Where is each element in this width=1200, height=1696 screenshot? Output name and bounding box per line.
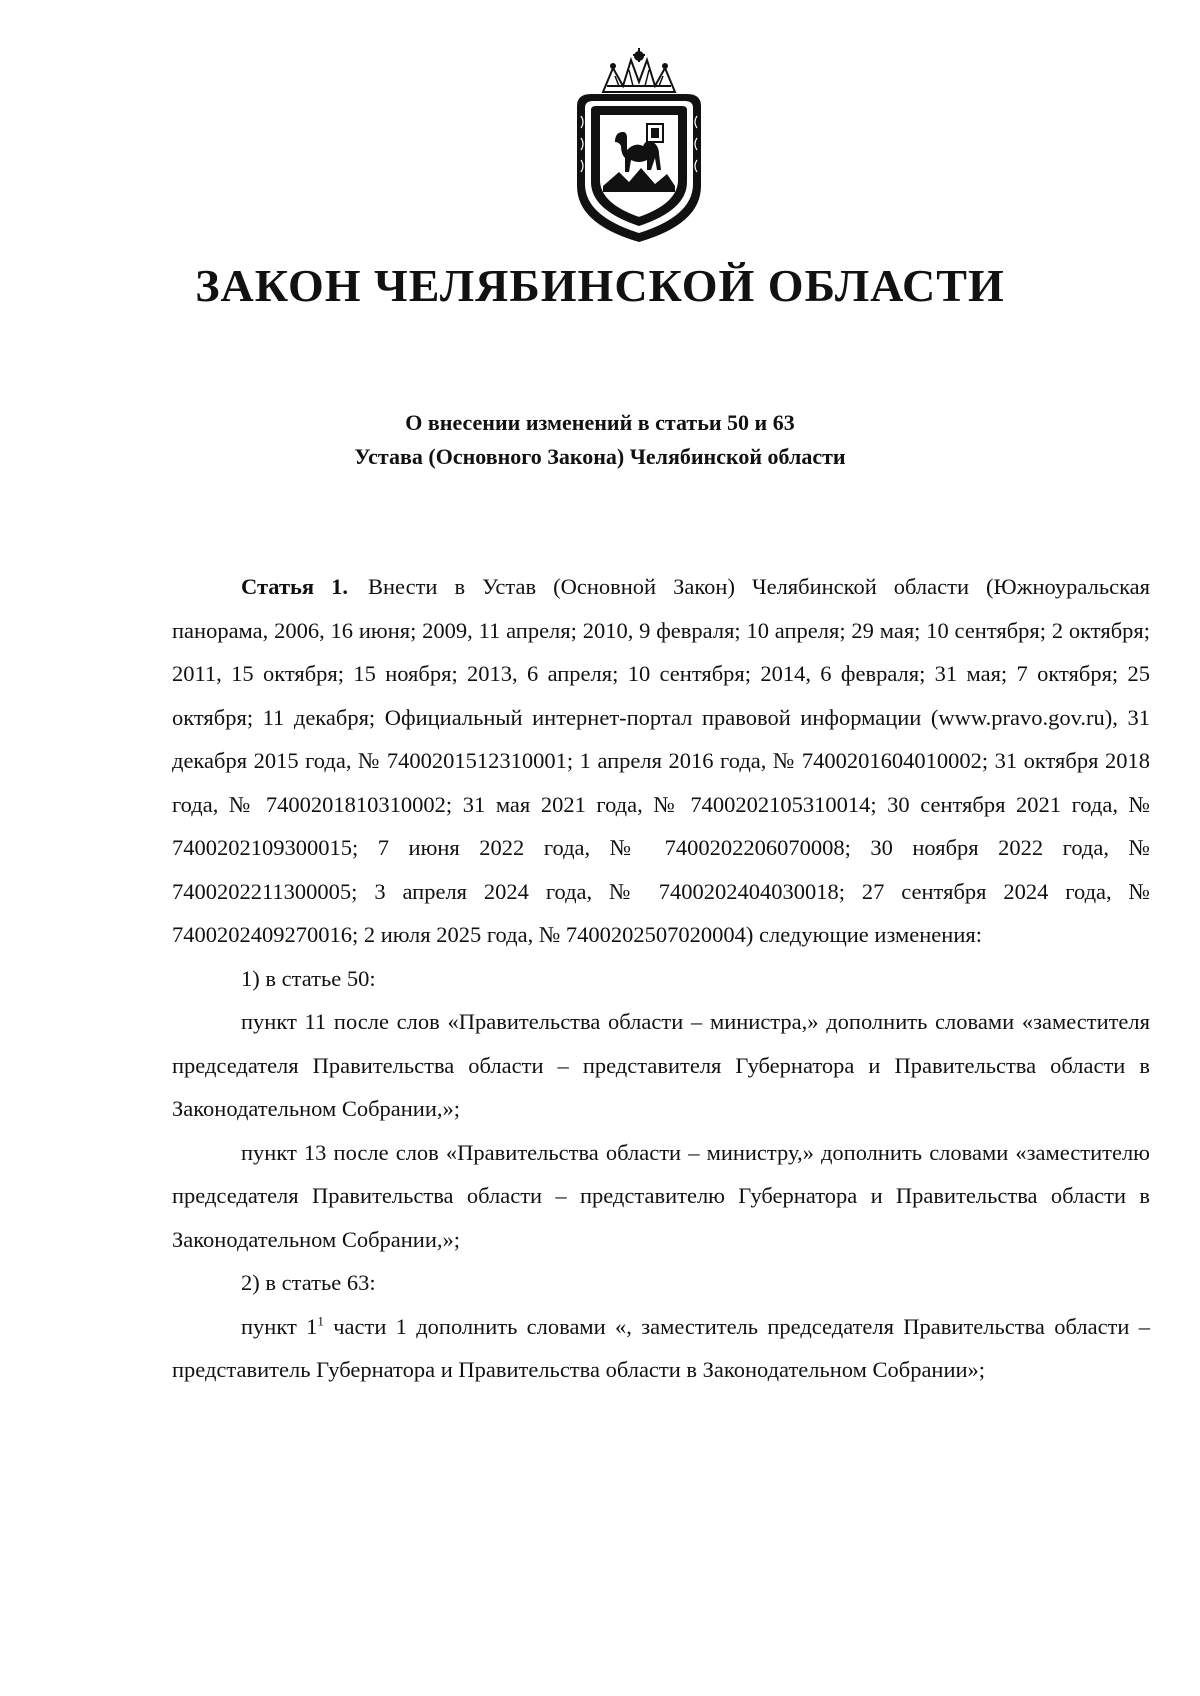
article-1-intro xyxy=(172,565,1150,957)
item-1-paragraph-2: пункт 13 после слов «Правительства области – министру,» дополнить словами «заместителю председателя Правительства области – представителю Губернатора и Правительства области в Законодательном Собрании,»; xyxy=(172,1139,1150,1252)
law-subtitle-line-2: Устава (Основного Закона) Челябинской области xyxy=(354,444,846,469)
law-body xyxy=(172,565,1150,1392)
article-1-intro-text: Внести в Устав (Основной Закон) Челябинской области (Южноуральская панорама, 2006, 16 июня; 2009, 11 апреля; 2010, 9 февраля; 10 апреля; 29 мая; 10 сентября; 2 октября; 2011, 15 октября; 15 ноября; 2013, 6 апреля; 10 сентября; 2014, 6 февраля; 31 мая; 7 октября; 25 октября; 11 декабря; Официальный интернет-портал правовой информации (www.pravo.gov.ru), 31 декабря 2015 года, № 7400201512310001; 1 апреля 2016 года, № 7400201604010002; 31 октября 2018 года, № 7400201810310002; 31 мая 2021 года, № 7400202105310014; 30 сентября 2021 года, № 7400202109300015; 7 июня 2022 года, № 7400202206070008; 30 ноября 2022 года, № 7400202211300005; 3 апреля 2024 года, № 7400202404030018; 27 сентября 2024 года, № 7400202409270016; 2 июля 2025 года, № 7400202507020004) следующие изменения: xyxy=(172,574,1150,947)
superscript-index: 1 xyxy=(317,1313,324,1328)
law-title: ЗАКОН ЧЕЛЯБИНСКОЙ ОБЛАСТИ xyxy=(195,260,1005,311)
item-2-text-after: части 1 дополнить словами «, заместитель председателя Правительства области – представитель Губернатора и Правительства области в Законодательном Собрании»; xyxy=(172,1313,1150,1382)
law-subtitle-line-1: О внесении изменений в статьи 50 и 63 xyxy=(405,410,795,435)
item-2-paragraph-1 xyxy=(172,1305,1150,1392)
item-1-paragraph-1: пункт 11 после слов «Правительства области – министра,» дополнить словами «заместителя председателя Правительства области – представителя Губернатора и Правительства области в Законодательном Собрании,»; xyxy=(172,1009,1150,1121)
item-2-text-before: пункт 1 xyxy=(241,1313,318,1339)
item-1-heading: 1) в статье 50: xyxy=(241,965,376,991)
article-1-label: Статья 1. xyxy=(241,574,348,599)
chelyabinsk-coat-of-arms-icon xyxy=(563,46,715,246)
item-2-heading: 2) в статье 63: xyxy=(241,1270,376,1295)
law-subtitle xyxy=(0,406,1200,474)
